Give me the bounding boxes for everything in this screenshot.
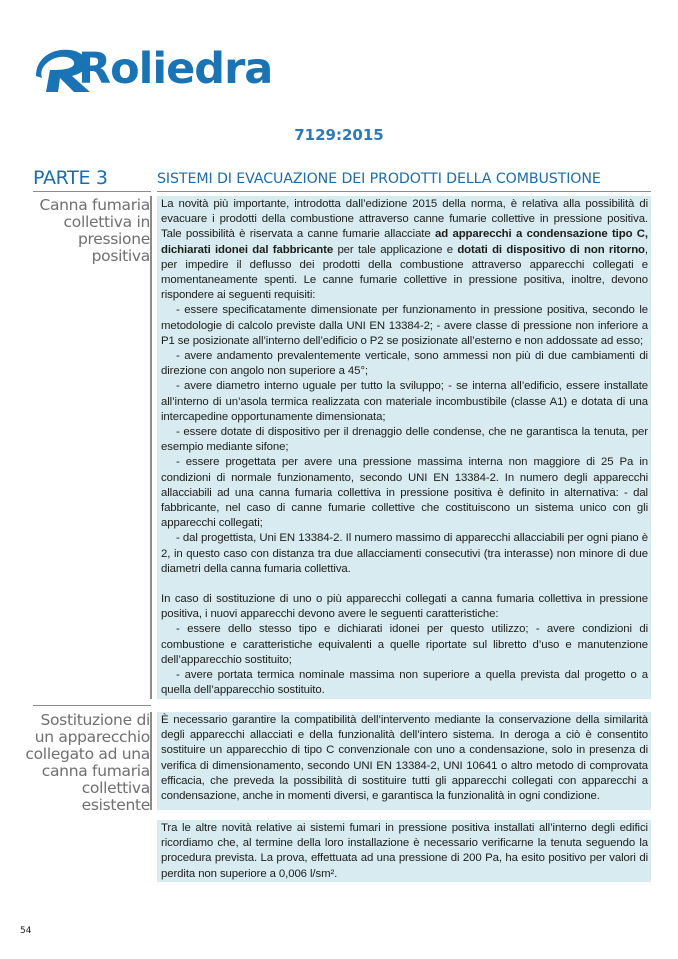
title-underline <box>157 191 651 192</box>
part-underline <box>33 191 151 192</box>
intro-text: La novità più importante, introdotta dall’edizione 2015 della norma, è relativa alla possibilità di evacuare i prodotti della combustione attraverso canne fumarie collettive in pressione positiva. <box>161 198 648 226</box>
bold-text: dotati di dispositivo di non ritorno <box>457 243 645 256</box>
body-paragraph: Tra le altre novità relative ai sistemi fumari in pressione positiva installati all’interno degli edifici ricordiamo che, al termine della loro installazione è necessario verificarne la tenuta seguendo la procedura prevista. La prova, effettuata ad una pressione di 200 Pa, ha esito positivo per valori di perdita non superiore a 0,006 l/sm². <box>161 822 648 880</box>
subsection-body-2 <box>157 712 651 810</box>
intro-text: per tale applicazione e <box>333 243 458 256</box>
label-line: un apparecchio <box>34 728 150 746</box>
label-line: collettiva in <box>63 213 150 231</box>
intro-paragraph <box>161 197 648 303</box>
label-line: collegato ad una <box>25 745 150 763</box>
subsection-divider-2 <box>150 712 152 810</box>
requirement-item: - essere specificatamente dimensionate per funzionamento in pressione positiva, secondo le metodologie di calcolo previste dalla UNI EN 13384-2; - avere classe di pressione non inferiore a P1 se posizionate all’interno dell’edificio o P2 se posizionate all’esterno e non addossate ad esso; <box>161 304 648 347</box>
subsection-label-1 <box>20 197 150 265</box>
page-number: 54 <box>20 926 32 936</box>
requirement-item: - avere diametro interno uguale per tutto la sviluppo; - se interna all’edificio, essere installate all’interno di un’asola termica realizzata con materiale incombustibile (classe A1) e dotata di una intercapedine opportunamente dimensionata; <box>161 380 648 423</box>
document-code: 7129:2015 <box>294 126 384 144</box>
requirement-item: - essere progettata per avere una pressione massima interna non maggiore di 25 Pa in condizioni di normale funzionamento, secondo UNI EN 13384-2. In numero degli apparecchi allacciabili ad una canna fumaria collettiva in pressione positiva è definito in alternativa: - dal fabbricante, nel caso di canne fumarie collettive che costituiscono un sistema unico con gli apparecchi collegati; <box>161 456 648 530</box>
brand-name: Roliedra <box>78 44 273 94</box>
requirement-item: - dal progettista, Uni EN 13384-2. Il numero massimo di apparecchi allacciabili per ogni piano è 2, in questo caso con distanza tra due allacciamenti consecutivi (tra interasse) non minore di due diametri della canna fumaria collettiva. <box>161 532 648 575</box>
label-line: positiva <box>91 247 150 265</box>
label-line: Canna fumaria <box>39 196 150 214</box>
requirement-item: - essere dotate di dispositivo per il drenaggio delle condense, che ne garantisca la tenuta, per esempio mediante sifone; <box>161 426 648 454</box>
subsection-body-3 <box>157 820 651 882</box>
subsection-separator <box>33 705 151 706</box>
intro-text: Tale possibilità è riservata a canne fumarie allacciate <box>161 228 435 241</box>
bold-text: ad apparecchi a condensazione tipo C, dichiarati idonei dal fabbricante <box>161 228 648 256</box>
section-title: SISTEMI DI EVACUAZIONE DEI PRODOTTI DELLA COMBUSTIONE <box>157 171 601 187</box>
label-line: esistente <box>81 796 150 814</box>
requirement-item: - avere andamento prevalentemente verticale, sono ammessi non più di due cambiamenti di direzione con angolo non superiore a 45°; <box>161 350 648 378</box>
subsection-body-1 <box>157 196 651 699</box>
label-line: canna fumaria <box>41 762 150 780</box>
replacement-item: - avere portata termica nominale massima non superiore a quella prevista dal progetto o a quella dell’apparecchio sostituito. <box>161 669 648 697</box>
label-line: collettiva <box>81 779 150 797</box>
replacement-item: - essere dello stesso tipo e dichiarati idonei per questo utilizzo; - avere condizioni di combustione e caratteristiche equivalenti a quelle riportate sul libretto d’uso e manutenzione dell’apparecchio sostituito; <box>161 623 648 666</box>
body-paragraph: È necessario garantire la compatibilità dell’intervento mediante la conservazione della similarità degli apparecchi allacciati e della funzionalità dell’intero sistema. In deroga a ciò è consentito sostituire un apparecchio di tipo C convenzionale con uno a condensazione, solo in presenza di verifica di dimensionamento, secondo UNI EN 13384-2, UNI 10641 o altro metodo di comprovata efficacia, che preveda la possibilità di sostituire tutti gli apparecchi collegati con apparecchi a condensazione, anche in momenti diversi, e garantisca la funzionalità in ogni condizione. <box>161 714 648 803</box>
label-line: Sostituzione di <box>40 711 150 729</box>
label-line: pressione <box>77 230 150 248</box>
subsection-label-2 <box>10 712 150 814</box>
subsection-divider-1 <box>150 196 152 699</box>
intro-text: , per impedire il deflusso dei prodotti della combustione attraverso apparecchi collegati e momentaneamente spenti. Le canne fumarie collettive in pressione positiva, inoltre, devono rispondere ai seguenti requisiti: <box>161 243 648 302</box>
replacement-intro: In caso di sostituzione di uno o più apparecchi collegati a canna fumaria collettiva in pressione positiva, i nuovi apparecchi devono avere le seguenti caratteristiche: <box>161 593 648 621</box>
spacer <box>161 577 648 592</box>
part-label: PARTE 3 <box>33 167 108 189</box>
